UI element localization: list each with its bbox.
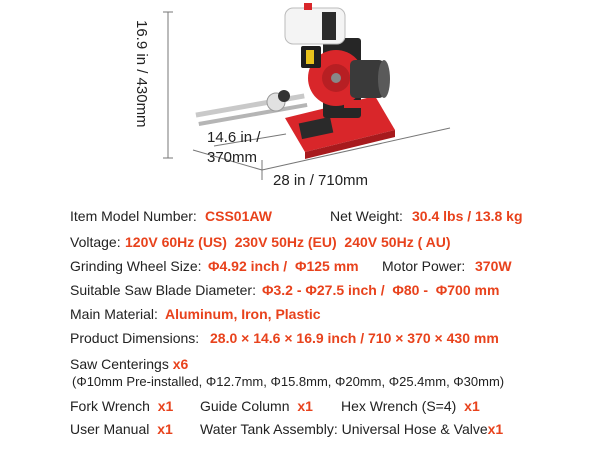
model-number-value: CSS01AW [205,208,272,224]
grinding-wheel-label: Grinding Wheel Size: [70,258,202,274]
product-dimensions-label: Product Dimensions: [70,330,200,346]
product-image [0,0,600,200]
motor-power-label: Motor Power: [382,258,466,274]
product-dimensions-value: 28.0 × 14.6 × 16.9 inch / 710 × 370 × 430 mm [210,330,499,346]
fork-wrench-label: Fork Wrench [70,398,150,414]
depth-dimension-label-line1: 14.6 in / [207,129,261,146]
main-material-value: Aluminum, Iron, Plastic [165,306,321,322]
saw-centerings-label [70,356,188,372]
water-tank-label: Water Tank Assembly: Universal Hose & Valve [200,421,488,437]
guide-column-label: Guide Column [200,398,290,414]
height-dimension-label: 16.9 in / 430mm [133,20,150,128]
fork-wrench-qty: x1 [157,398,174,414]
width-dimension-label: 28 in / 710mm [273,172,369,189]
saw-blade-label: Suitable Saw Blade Diameter: [70,282,256,298]
hex-wrench-item [341,398,480,414]
motor-power-value: 370W [475,258,512,274]
saw-centerings-sizes: (Φ10mm Pre-installed, Φ12.7mm, Φ15.8mm, Φ20mm, Φ25.4mm, Φ30mm) [72,374,505,389]
guide-column-item [200,398,313,414]
saw-blade-value: Φ3.2 - Φ27.5 inch / Φ80 - Φ700 mm [262,282,500,298]
grinding-wheel-value: Φ4.92 inch / Φ125 mm [208,258,359,274]
main-material-label: Main Material: [70,306,158,322]
user-manual-item [70,421,173,437]
depth-dimension-label-line2: 370mm [207,149,258,166]
net-weight-value: 30.4 lbs / 13.8 kg [412,208,523,224]
guide-column-qty: x1 [297,398,313,414]
saw-centerings-text: Saw Centerings [70,356,169,372]
water-tank [285,3,345,44]
hex-wrench-label: Hex Wrench (S=4) [341,398,457,414]
model-number-label: Item Model Number: [70,208,197,224]
user-manual-qty: x1 [157,421,173,437]
height-dimension-line [163,12,173,158]
hex-wrench-qty: x1 [464,398,480,414]
water-tank-item [200,421,503,437]
water-tank-qty: x1 [487,421,504,437]
fork-wrench-item [70,398,173,414]
net-weight-label: Net Weight: [330,208,403,224]
user-manual-label: User Manual [70,421,150,437]
voltage-label: Voltage: [70,234,121,250]
saw-centerings-qty: x6 [172,356,189,372]
voltage-value: 120V 60Hz (US) 230V 50Hz (EU) 240V 50Hz ( AU) [125,234,451,250]
